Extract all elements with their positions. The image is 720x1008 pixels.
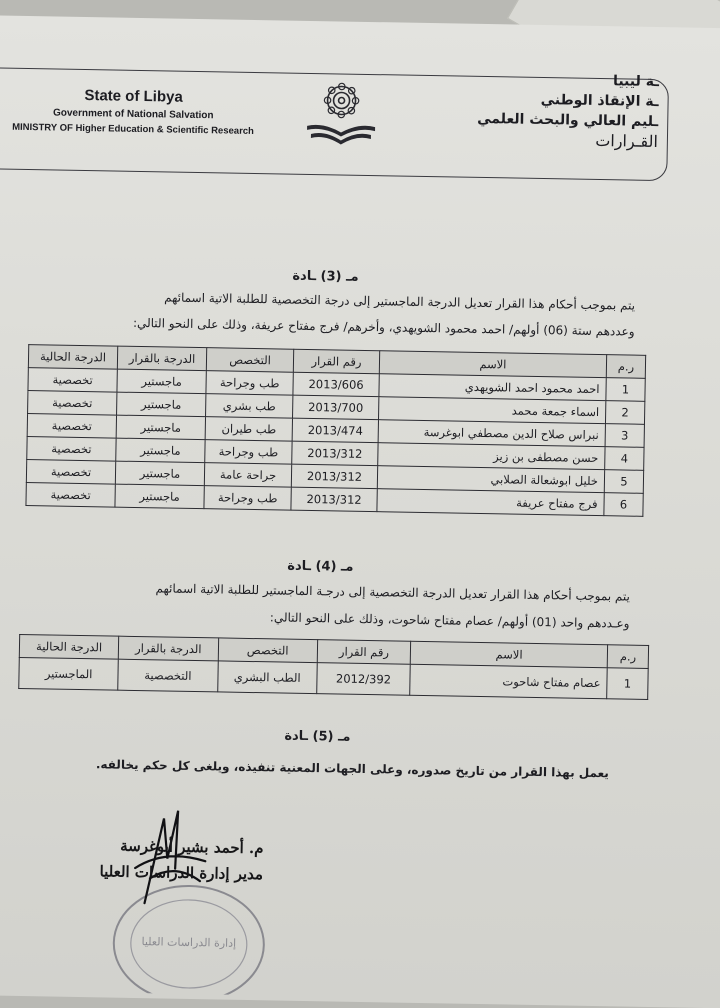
cell-num: 1 <box>607 668 648 700</box>
cell-specialty: طب طيران <box>205 417 292 442</box>
decisions-label: القـرارات <box>595 130 659 152</box>
article-4-title: مـ (4) ـادة <box>287 558 354 575</box>
cell-name: حسن مصطفى بن زيز <box>378 443 605 470</box>
ministry-name: MINISTRY OF Higher Education & Scientific Research <box>12 121 254 137</box>
signatory-title: مدير إدارة الدراسات العليا <box>99 862 264 884</box>
header-decision-no: رقم القرار <box>293 349 379 373</box>
cell-num: 4 <box>605 447 644 471</box>
article-3-text-line1: يتم بموجب أحكام هذا القرار تعديل الدرجة الماجستير إلى درجة التخصصية للطلبة الاتية اسمائهم <box>164 290 636 313</box>
cell-decision-no: 2013/700 <box>293 395 379 419</box>
cell-name: خليل ابوشعالة الصلابي <box>377 466 604 493</box>
cell-num: 5 <box>604 470 643 494</box>
header-degree-by-decision: الدرجة بالقرار <box>119 636 219 661</box>
header-current-degree: الدرجة الحالية <box>19 634 119 659</box>
letterhead-english <box>0 85 284 137</box>
header-specialty: التخصص <box>218 638 318 663</box>
cell-decision-no: 2013/312 <box>291 487 377 511</box>
cell-decision-no: 2013/312 <box>291 464 377 488</box>
cell-specialty: طب وجراحة <box>205 440 292 465</box>
article-3-text-line2: وعددهم ستة (06) أولهم/ احمد محمود الشويهدي، وأخرهم/ فرج مفتاح عريفة، وذلك على النحو التالي: <box>132 315 635 339</box>
cell-specialty: طب وجراحة <box>206 371 293 396</box>
header-num: ر.م <box>606 355 645 379</box>
cell-name: نبراس صلاح الدين مصطفي ابوغرسة <box>378 420 605 447</box>
ministry-emblem-icon <box>303 76 380 157</box>
header-name: الاسم <box>410 641 607 667</box>
article-3-table <box>25 344 646 517</box>
cell-current-degree: تخصصية <box>27 437 116 462</box>
cell-name: اسماء جمعة محمد <box>378 397 605 424</box>
government-name: Government of National Salvation <box>52 107 214 122</box>
cell-current-degree: الماجستير <box>19 657 119 690</box>
signatory-block <box>33 831 264 887</box>
state-name-ar: ـة ليبيا <box>612 73 660 91</box>
cell-specialty: الطب البشري <box>217 661 317 694</box>
cell-degree-by-decision: ماجستير <box>115 461 204 486</box>
cell-num: 3 <box>605 424 644 448</box>
cell-decision-no: 2013/312 <box>292 441 378 465</box>
government-name-ar: ـة الإنقاذ الوطني <box>540 91 659 111</box>
cell-current-degree: تخصصية <box>26 460 115 485</box>
cell-degree-by-decision: التخصصية <box>118 659 218 692</box>
signatory-name: م. أحمد بشير أبوغرسة <box>120 836 264 858</box>
cell-degree-by-decision: ماجستير <box>117 369 206 394</box>
article-5-text: يعمل بهذا القرار من تاريخ صدوره، وعلى الجهات المعنية تنفيذه، ويلغى كل حكم يخالفه. <box>95 757 609 781</box>
cell-degree-by-decision: ماجستير <box>116 438 205 463</box>
stamp-text: إدارة الدراسات العليا <box>141 935 237 950</box>
cell-num: 1 <box>606 378 645 402</box>
cell-degree-by-decision: ماجستير <box>116 415 205 440</box>
state-name: State of Libya <box>84 87 183 106</box>
header-degree-by-decision: الدرجة بالقرار <box>117 346 206 371</box>
article-4-table <box>18 634 649 700</box>
header-decision-no: رقم القرار <box>317 640 411 665</box>
article-4-text-line2: وعـددهم واحد (01) أولهم/ عصام مفتاح شاحوت، وذلك على النحو التالي: <box>269 610 630 631</box>
cell-name: فرج مفتاح عريفة <box>377 489 604 516</box>
cell-decision-no: 2013/474 <box>292 418 378 442</box>
cell-degree-by-decision: ماجستير <box>115 484 204 509</box>
header-current-degree: الدرجة الحالية <box>28 345 117 370</box>
cell-decision-no: 2012/392 <box>317 663 411 696</box>
cell-current-degree: تخصصية <box>27 414 116 439</box>
article-5-title: مـ (5) ـادة <box>284 728 351 745</box>
document-page <box>0 15 720 1008</box>
article-3-title: مـ (3) ـادة <box>292 268 359 285</box>
header-specialty: التخصص <box>206 348 293 373</box>
cell-num: 6 <box>604 493 643 517</box>
cell-current-degree: تخصصية <box>28 368 117 393</box>
cell-current-degree: تخصصية <box>28 391 117 416</box>
header-num: ر.م <box>607 645 648 669</box>
article-4-text-line1: يتم بموجب أحكام هذا القرار تعديل الدرجة التخصصية إلى درجـة الماجستير للطلبة الاتية اسمائهم <box>155 581 631 604</box>
cell-num: 2 <box>605 401 644 425</box>
cell-degree-by-decision: ماجستير <box>117 392 206 417</box>
cell-specialty: جراحة عامة <box>204 463 291 488</box>
cell-specialty: طب بشري <box>206 394 293 419</box>
cell-name: عصام مفتاح شاحوت <box>410 664 607 698</box>
letterhead-arabic <box>418 68 659 152</box>
cell-current-degree: تخصصية <box>26 483 115 508</box>
cell-decision-no: 2013/606 <box>293 372 379 396</box>
cell-specialty: طب وجراحة <box>204 486 291 511</box>
header-name: الاسم <box>379 351 606 378</box>
ministry-name-ar: ـليم العالي والبحث العلمي <box>477 110 659 131</box>
cell-name: احمد محمود احمد الشويهدي <box>379 374 606 401</box>
